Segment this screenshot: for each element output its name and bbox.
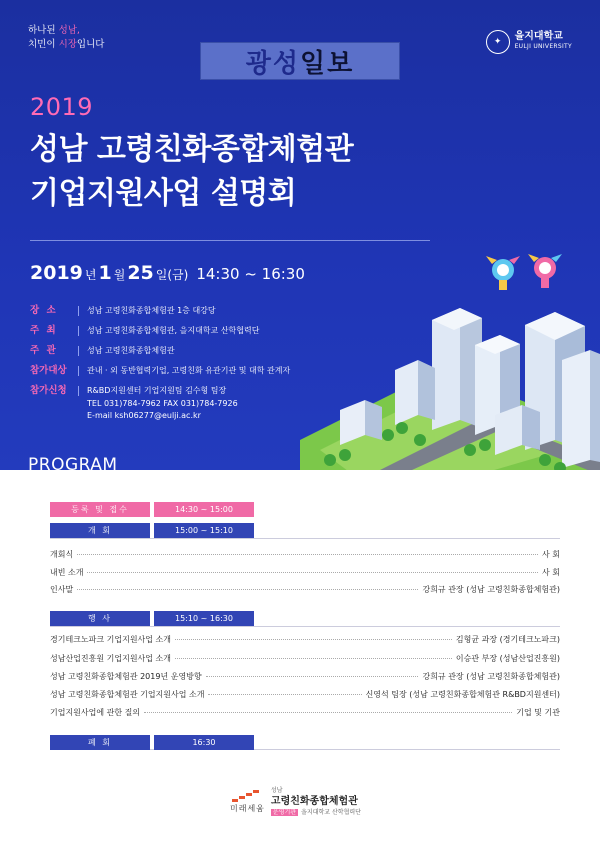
list-item: [50, 633, 560, 645]
operator-name: 을지대학교 산학협력단: [301, 809, 361, 816]
slogan-highlight: 시장: [58, 39, 77, 50]
stairs-icon: [230, 789, 264, 803]
list-item: [50, 688, 560, 700]
item-title: 개회식: [50, 549, 74, 559]
schedule-main: [50, 611, 254, 626]
university-name: 을지대학교: [514, 31, 563, 42]
operator-tag: 운영기관: [272, 809, 297, 816]
event-time: 14:30 ~ 16:30: [196, 265, 305, 283]
item-title: 성남 고령친화종합체험관 2019년 운영방향: [50, 671, 202, 681]
contact-email-link[interactable]: E-mail ksh06277@eulji.ac.kr: [87, 411, 201, 420]
info-value: 성남 고령친화종합체험관 1층 대강당: [87, 306, 216, 315]
info-label: 장 소: [30, 305, 58, 316]
info-label: 참가대상: [30, 365, 67, 376]
event-date: [30, 262, 305, 284]
item-speaker: 강희규 관장 (성남 고령친화종합체험관): [422, 671, 560, 681]
mirae-logo: [230, 789, 265, 814]
info-value: 성남 고령친화종합체험관, 을지대학교 산학협력단: [87, 326, 260, 335]
date-unit: 월: [113, 268, 126, 282]
info-value: R&BD지원센터 기업지원팀 김수형 팀장: [87, 386, 227, 395]
schedule-time: 15:10 ~ 16:30: [154, 611, 254, 626]
schedule-label: 등록 및 접수: [50, 502, 150, 517]
item-title: 성남산업진흥원 기업지원사업 소개: [50, 653, 172, 663]
date-month: 1: [98, 262, 112, 284]
item-title: 내빈 소개: [50, 567, 84, 577]
schedule-opening: [50, 523, 254, 538]
date-day: 25: [127, 262, 154, 284]
item-speaker: 기업 및 기관: [516, 707, 560, 717]
info-value: 관내 · 외 동반협력기업, 고령친화 유관기관 및 대학 관계자: [87, 366, 291, 375]
schedule-time: 16:30: [154, 735, 254, 750]
title-line: 성남 고령친화종합체험관: [30, 132, 354, 167]
schedule-label: 행 사: [50, 611, 150, 626]
item-speaker: 사 회: [542, 549, 560, 559]
list-item: [50, 652, 560, 664]
mascot-icon: [486, 256, 520, 290]
university-logo: [486, 30, 572, 54]
press-name-part1: 광성: [245, 48, 300, 79]
event-year: 2019: [30, 93, 94, 121]
item-title: 성남 고령친화종합체험관 기업지원사업 소개: [50, 689, 205, 699]
list-item: [50, 670, 560, 682]
slogan-text: 입니다: [76, 39, 105, 50]
schedule-label: 개 회: [50, 523, 150, 538]
schedule-registration: [50, 502, 254, 517]
list-item: [50, 566, 560, 578]
item-speaker: 사 회: [542, 567, 560, 577]
item-title: 인사말: [50, 584, 74, 594]
info-label: 참가신청: [30, 385, 67, 396]
footer-logo: [230, 785, 361, 818]
item-title: 경기테크노파크 기업지원사업 소개: [50, 634, 172, 644]
divider: [0, 470, 600, 530]
slogan-text: 치민이: [28, 39, 59, 50]
schedule-time: 15:00 ~ 15:10: [154, 523, 254, 538]
slogan-highlight: 성남,: [58, 25, 80, 36]
schedule-closing: [50, 735, 254, 750]
schedule-label: 폐 회: [50, 735, 150, 750]
date-year: 2019: [30, 262, 83, 284]
mascot-icon: [528, 254, 562, 288]
list-item: [50, 706, 560, 718]
item-title: 기업지원사업에 관한 질의: [50, 707, 141, 717]
schedule-time: 14:30 ~ 15:00: [154, 502, 254, 517]
item-speaker: 강희규 관장 (성남 고령친화종합체험관): [422, 584, 560, 594]
info-label: 주 관: [30, 345, 58, 356]
press-logo: [200, 42, 400, 80]
date-unit: 일(금): [155, 268, 189, 282]
item-speaker: 이승관 부장 (성남산업진흥원): [455, 653, 560, 663]
title-line: 기업지원사업 설명회: [30, 176, 297, 211]
divider: [30, 240, 430, 241]
slogan-text: 하나된: [28, 25, 59, 36]
mirae-text: 미래세움: [230, 804, 265, 813]
program-heading: PROGRAM: [28, 455, 118, 470]
university-seal-icon: ✦: [486, 30, 510, 54]
date-unit: 년: [84, 268, 97, 282]
list-item: [50, 583, 560, 595]
city-slogan: [28, 24, 104, 52]
info-label: 주 최: [30, 325, 58, 336]
divider: [50, 538, 560, 539]
info-value: 성남 고령친화종합체험관: [87, 346, 175, 355]
item-speaker: 김형균 과장 (경기테크노파크): [455, 634, 560, 644]
event-title: [30, 128, 353, 216]
university-name-en: EULJI UNIVERSITY: [514, 43, 572, 50]
divider: [50, 626, 560, 627]
footer-org-name: 고령친화종합체험관: [270, 796, 358, 807]
city-illustration: [300, 250, 600, 470]
item-speaker: 신영석 팀장 (성남 고령친화종합체험관 R&BD지원센터): [365, 689, 560, 699]
press-name-part2: 일보: [300, 48, 355, 79]
footer-city: 성남: [270, 787, 283, 794]
list-item: [50, 548, 560, 560]
info-value: TEL 031)784-7962 FAX 031)784-7926: [87, 398, 238, 408]
